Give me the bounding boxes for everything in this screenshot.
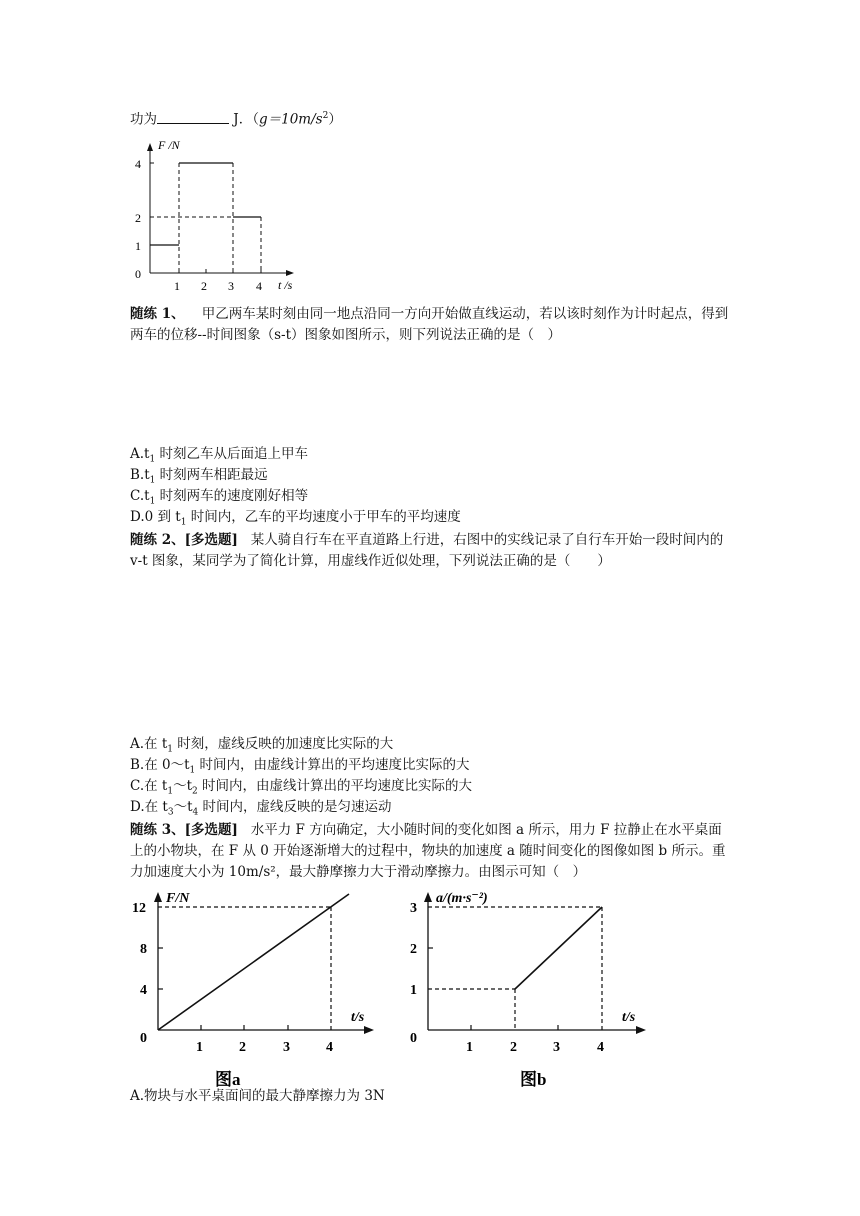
question-1-label: 随练 1、 [130, 306, 185, 322]
x-axis-label: t/s [351, 1010, 365, 1025]
x-axis-arrow-icon [636, 1026, 646, 1034]
q2-option-a[interactable]: A.在 $t_1$ 时刻，虚线反映的加速度比实际的大 [130, 736, 394, 755]
y-tick-2: 2 [135, 211, 141, 225]
q2-option-c[interactable]: C.在 $t_1\sim t_2$ 时间内，由虚线计算出的平均速度比实际的大 [130, 778, 473, 797]
answer-unit: J．（ [233, 111, 259, 128]
answer-blank[interactable] [157, 111, 229, 124]
y-tick-12: 12 [132, 901, 146, 916]
question-3-text: 水平力 F 方向确定，大小随时间的变化如图 a 所示，用力 F 拉静止在水平桌面上的小物块，在 F 从 0 开始逐渐增大的过程中，物块的加速度 a 随时间变化的图像如图 b 所示。重力加速度大小为 10m/s²，最大静摩擦力大于滑动摩擦力。由图示可知（ ） [130, 822, 726, 880]
origin-label: 0 [410, 1031, 417, 1046]
question-2-text: 某人骑自行车在平直道路上行进，右图中的实线记录了自行车开始一段时间内的 v-t 图象，某同学为了简化计算，用虚线作近似处理，下列说法正确的是（ ） [130, 532, 724, 569]
x-tick-3: 3 [553, 1040, 560, 1055]
acceleration-line [515, 907, 602, 989]
x-tick-2: 2 [239, 1040, 246, 1055]
g-expression: g＝10m/s [258, 111, 323, 128]
y-tick-4: 4 [135, 157, 141, 171]
q1-option-a[interactable]: $A.t_1$ 时刻乙车从后面追上甲车 [130, 446, 308, 465]
q2-option-d[interactable]: D.在 $t_3\sim t_4$ 时间内，虚线反映的是匀速运动 [130, 799, 392, 818]
q2-option-b[interactable]: B.在 $0\sim t_1$ 时间内，由虚线计算出的平均速度比实际的大 [130, 757, 470, 776]
question-3 [130, 820, 730, 883]
x-tick-4: 4 [326, 1040, 333, 1055]
x-tick-4: 4 [256, 279, 262, 293]
figure-a-title: 图a [215, 1070, 241, 1089]
figure-b-title: 图b [520, 1070, 547, 1089]
x-tick-3: 3 [283, 1040, 290, 1055]
question-1 [130, 304, 730, 346]
y-axis-arrow-icon [424, 892, 432, 902]
x-tick-2: 2 [510, 1040, 517, 1055]
q3-option-a[interactable]: A.物块与水平桌面间的最大静摩擦力为 3N [130, 1088, 385, 1104]
y-tick-4: 4 [140, 983, 147, 998]
force-line [158, 894, 349, 1030]
x-tick-2: 2 [201, 279, 207, 293]
q1-option-c[interactable]: $C.t_1$ 时刻两车的速度刚好相等 [130, 488, 309, 507]
x-axis-label: t/s [622, 1010, 636, 1025]
x-tick-4: 4 [597, 1040, 604, 1055]
y-axis-label: F/N [166, 891, 190, 906]
x-axis-arrow-icon [286, 270, 294, 276]
question-3-label: 随练 3、[多选题] [130, 822, 238, 838]
x-axis-arrow-icon [364, 1026, 374, 1034]
x-axis-label: t /s [278, 278, 293, 292]
y-tick-1: 1 [410, 983, 417, 998]
origin-label: 0 [140, 1031, 147, 1046]
answer-line [130, 106, 342, 130]
force-time-graph [130, 135, 330, 295]
y-axis-label: a/(m·s⁻²) [436, 891, 488, 906]
question-2 [130, 530, 730, 572]
figure-a-force-graph [130, 884, 380, 1094]
y-axis-label: F /N [158, 138, 180, 152]
figure-b-acceleration-graph [400, 884, 660, 1094]
q1-option-b[interactable]: $B.t_1$ 时刻两车相距最远 [130, 467, 268, 486]
question-2-label: 随练 2、[多选题] [130, 532, 238, 548]
answer-suffix: ） [328, 111, 342, 128]
y-axis-arrow-icon [154, 892, 162, 902]
y-tick-2: 2 [410, 942, 417, 957]
answer-prefix: 功为 [130, 111, 157, 128]
x-tick-1: 1 [466, 1040, 473, 1055]
origin-label: 0 [135, 267, 141, 281]
y-tick-3: 3 [410, 901, 417, 916]
x-tick-3: 3 [228, 279, 234, 293]
g-exponent: 2 [322, 111, 329, 121]
y-tick-1: 1 [135, 239, 141, 253]
y-tick-8: 8 [140, 942, 147, 957]
question-1-text: 甲乙两车某时刻由同一地点沿同一方向开始做直线运动，若以该时刻作为计时起点，得到两车的位移--时间图象（s-t）图象如图所示，则下列说法正确的是（ ） [130, 306, 729, 343]
y-axis-arrow-icon [147, 143, 153, 151]
q1-option-d[interactable]: D.0 到 $t_1$ 时间内，乙车的平均速度小于甲车的平均速度 [130, 509, 461, 528]
x-tick-1: 1 [196, 1040, 203, 1055]
x-tick-1: 1 [174, 279, 180, 293]
